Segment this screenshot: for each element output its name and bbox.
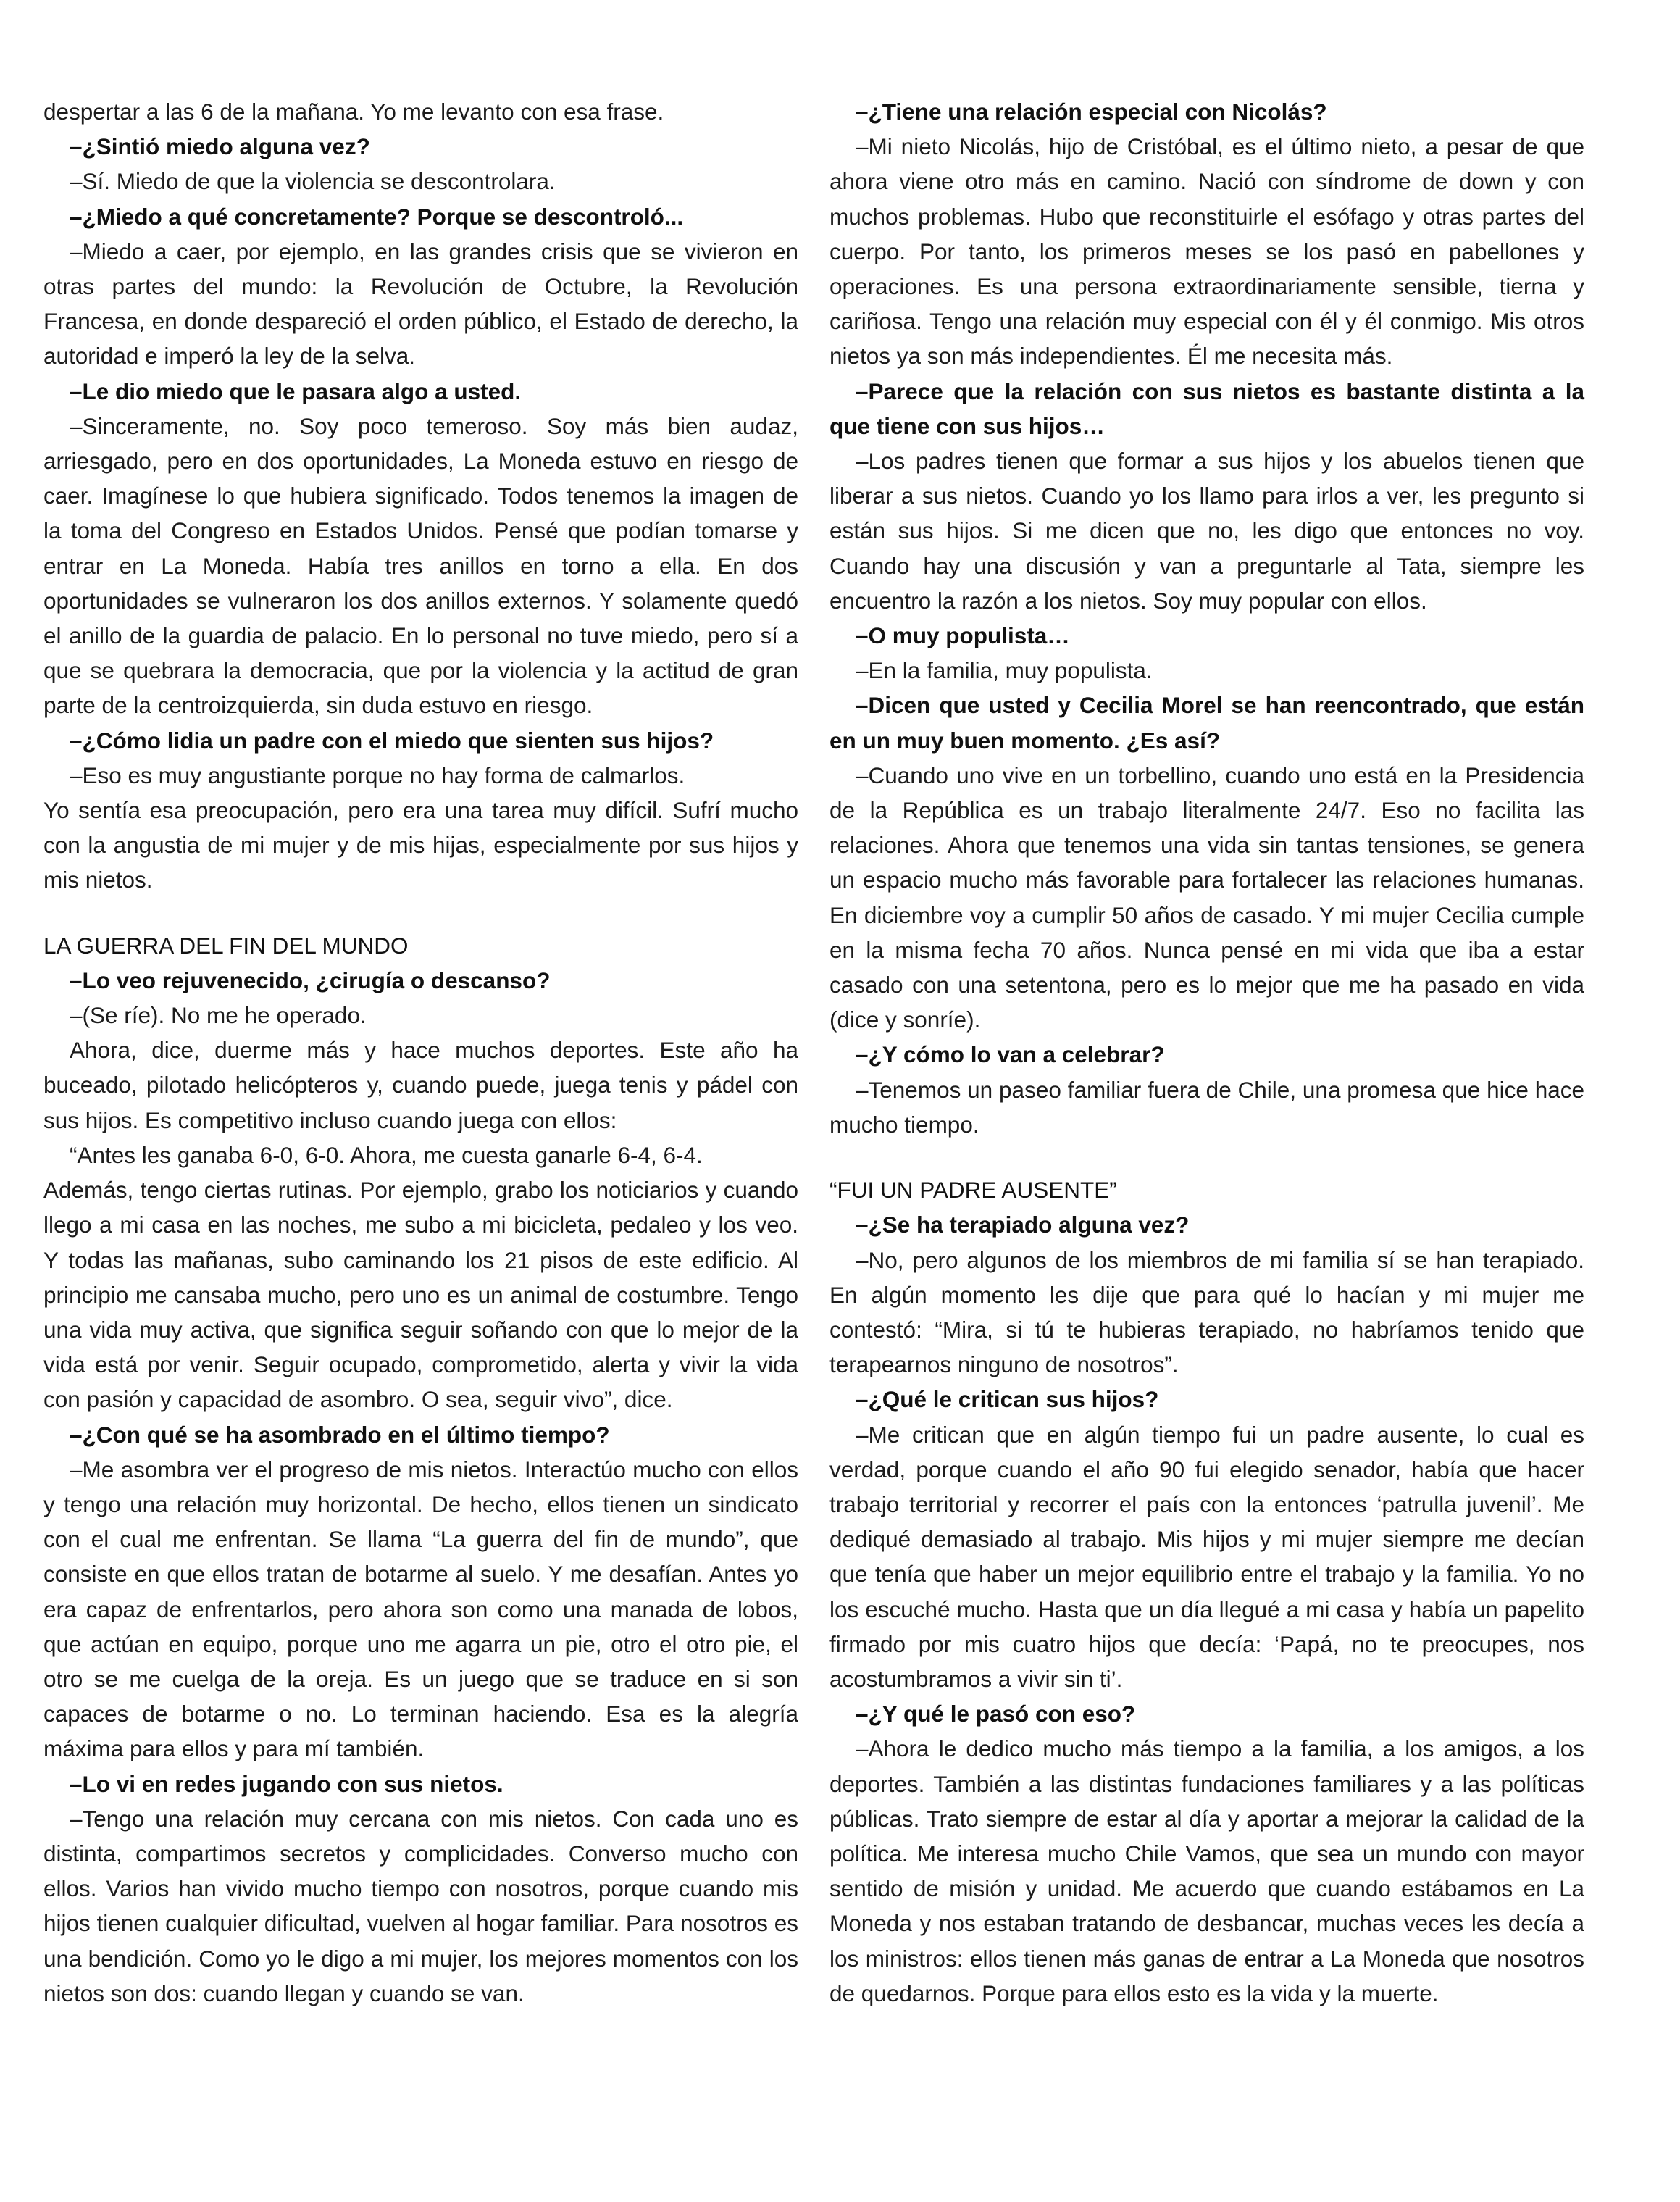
interview-question: –Lo vi en redes jugando con sus nietos. <box>70 1770 503 1797</box>
quote-paragraph-continued: Además, tengo ciertas rutinas. Por ejemplo, grabo los noticiarios y cuando llego a mi casa en las noches, me subo a mi bicicleta, pedaleo y los veo. Y todas las mañanas, subo caminando los 21 pisos de este edificio. Al principio me cansaba mucho, pero uno es un animal de costumbre. Tengo una vida muy activa, que significa seguir soñando con que lo mejor de la vida está por venir. Seguir ocupado, comprometido, alerta y vivir la vida con pasión y capacidad de asombro. O sea, seguir vivo”, dice. <box>43 1177 798 1413</box>
interview-answer-continued: Yo sentía esa preocupación, pero era una tarea muy difícil. Sufrí mucho con la angustia de mi mujer y de mis hijas, especialmente por sus hijos y mis nietos. <box>43 797 798 893</box>
right-column <box>829 94 1584 2011</box>
interview-answer: –(Se ríe). No me he operado. <box>70 1002 367 1029</box>
interview-answer: –Sinceramente, no. Soy poco temeroso. Soy más bien audaz, arriesgado, pero en dos oportunidades, La Moneda estuvo en riesgo de caer. Imagínese lo que hubiera significado. Todos tenemos la imagen de la toma del Congreso en Estados Unidos. Pensé que podían tomarse y entrar en La Moneda. Había tres anillos en torno a ella. En dos oportunidades se vulneraron los dos anillos externos. Y solamente quedó el anillo de la guardia de palacio. En lo personal no tuve miedo, pero sí a que se quebrara la democracia, que por la violencia y la actitud de gran parte de la centroizquierda, sin duda estuvo en riesgo. <box>43 412 798 719</box>
interview-question: –Parece que la relación con sus nietos es bastante distinta a la que tiene con sus hijos… <box>829 378 1584 439</box>
section-heading: “FUI UN PADRE AUSENTE” <box>829 1177 1117 1204</box>
interview-question: –¿Sintió miedo alguna vez? <box>70 133 370 160</box>
section-spacer <box>43 898 798 928</box>
interview-question: –O muy populista… <box>856 622 1070 649</box>
interview-answer: –Los padres tienen que formar a sus hijos y los abuelos tienen que liberar a sus nietos. Cuando yo los llamo para irlos a ver, les pregunto si están sus hijos. Si me dicen que no, les digo que entonces no voy. Cuando hay una discusión y van a preguntarle al Tata, siempre les encuentro la razón a los nietos. Soy muy popular con ellos. <box>829 448 1584 614</box>
interview-question: –Lo veo rejuvenecido, ¿cirugía o descanso? <box>70 967 551 993</box>
interview-question: –Le dio miedo que le pasara algo a usted. <box>70 378 522 404</box>
section-heading: LA GUERRA DEL FIN DEL MUNDO <box>43 932 409 959</box>
paragraph: Ahora, dice, duerme más y hace muchos deportes. Este año ha buceado, pilotado helicópteros y, cuando puede, juega tenis y pádel con sus hijos. Es competitivo incluso cuando juega con ellos: <box>43 1037 798 1133</box>
interview-question: –¿Y qué le pasó con eso? <box>856 1701 1136 1727</box>
interview-question: –Dicen que usted y Cecilia Morel se han reencontrado, que están en un muy buen momento. ¿Es así? <box>829 692 1584 754</box>
interview-answer: –No, pero algunos de los miembros de mi familia sí se han terapiado. En algún momento les dije que para qué lo hacían y mi mujer me contestó: “Mira, si tú te hubieras terapiado, no habríamos tenido que terapearnos ninguno de nosotros”. <box>829 1246 1584 1378</box>
interview-question: –¿Con qué se ha asombrado en el último tiempo? <box>70 1421 610 1448</box>
left-column <box>43 94 798 2011</box>
interview-answer: –Eso es muy angustiante porque no hay forma de calmarlos. <box>70 762 685 788</box>
interview-answer: –Sí. Miedo de que la violencia se descontrolara. <box>70 168 556 195</box>
interview-answer: –Tengo una relación muy cercana con mis nietos. Con cada uno es distinta, compartimos secretos y complicidades. Converso mucho con ellos. Varios han vivido mucho tiempo con nosotros, porque cuando mis hijos tienen cualquier dificultad, vuelven al hogar familiar. Para nosotros es una bendición. Como yo le digo a mi mujer, los mejores momentos con los nietos son dos: cuando llegan y cuando se van. <box>43 1805 798 2006</box>
paragraph: despertar a las 6 de la mañana. Yo me levanto con esa frase. <box>43 99 664 125</box>
interview-answer: –Ahora le dedico mucho más tiempo a la familia, a los amigos, a los deportes. También a las distintas fundaciones familiares y a las políticas públicas. Trato siempre de estar al día y aportar a mejorar la calidad de la política. Me interesa mucho Chile Vamos, que sea un mundo con mayor sentido de misión y unidad. Me acuerdo que cuando estábamos en La Moneda y nos estaban tratando de desbancar, muchas veces les decía a los ministros: ellos tienen más ganas de entrar a La Moneda que nosotros de quedarnos. Porque para ellos esto es la vida y la muerte. <box>829 1735 1584 2006</box>
interview-answer: –Cuando uno vive en un torbellino, cuando uno está en la Presidencia de la República es un trabajo literalmente 24/7. Eso no facilita las relaciones. Ahora que tenemos una vida sin tantas tensiones, se genera un espacio mucho más favorable para fortalecer las relaciones humanas. En diciembre voy a cumplir 50 años de casado. Y mi mujer Cecilia cumple en la misma fecha 70 años. Nunca pensé en mi vida que iba a estar casado con una setentona, pero es lo mejor que me ha pasado en vida (dice y sonríe). <box>829 762 1584 1033</box>
section-spacer <box>829 1142 1584 1172</box>
interview-question: –¿Cómo lidia un padre con el miedo que sienten sus hijos? <box>70 727 714 754</box>
interview-question: –¿Se ha terapiado alguna vez? <box>856 1211 1190 1238</box>
interview-answer: –Tenemos un paseo familiar fuera de Chile, una promesa que hice hace mucho tiempo. <box>829 1076 1584 1138</box>
interview-question: –¿Y cómo lo van a celebrar? <box>856 1041 1165 1068</box>
interview-answer: –Mi nieto Nicolás, hijo de Cristóbal, es el último nieto, a pesar de que ahora viene otro más en camino. Nació con síndrome de down y con muchos problemas. Hubo que reconstituirle el esófago y otras partes del cuerpo. Por tanto, los primeros meses se los pasó en pabellones y operaciones. Es una persona extraordinariamente sensible, tierna y cariñosa. Tengo una relación muy especial con él y él conmigo. Mis otros nietos ya son más independientes. Él me necesita más. <box>829 133 1584 370</box>
interview-answer: –Me asombra ver el progreso de mis nietos. Interactúo mucho con ellos y tengo una relación muy horizontal. De hecho, ellos tienen un sindicato con el cual me enfrentan. Se llama “La guerra del fin de mundo”, que consiste en que ellos tratan de botarme al suelo. Y me desafían. Antes yo era capaz de enfrentarlos, pero ahora son como una manada de lobos, que actúan en equipo, porque uno me agarra un pie, otro el otro pie, el otro se me cuelga de la oreja. Es un juego que se traduce en si son capaces de botarme o no. Lo terminan haciendo. Esa es la alegría máxima para ellos y para mí también. <box>43 1456 798 1762</box>
interview-answer: –Me critican que en algún tiempo fui un padre ausente, lo cual es verdad, porque cuando el año 90 fui elegido senador, había que hacer trabajo territorial y recorrer el país con la entonces ‘patrulla juvenil’. Me dediqué demasiado al trabajo. Mis hijos y mi mujer siempre me decían que tenía que haber un mejor equilibrio entre el trabajo y la familia. Yo no los escuché mucho. Hasta que un día llegué a mi casa y había un papelito firmado por mis cuatro hijos que decía: ‘Papá, no te preocupes, nos acostumbramos a vivir sin ti’. <box>829 1421 1584 1692</box>
interview-answer: –Miedo a caer, por ejemplo, en las grandes crisis que se vivieron en otras partes del mundo: la Revolución de Octubre, la Revolución Francesa, en donde despareció el orden público, el Estado de derecho, la autoridad e imperó la ley de la selva. <box>43 238 798 370</box>
interview-answer: –En la familia, muy populista. <box>856 657 1153 684</box>
interview-question: –¿Tiene una relación especial con Nicolás? <box>856 99 1327 125</box>
quote-paragraph: “Antes les ganaba 6-0, 6-0. Ahora, me cuesta ganarle 6-4, 6-4. <box>70 1141 703 1168</box>
interview-question: –¿Qué le critican sus hijos? <box>856 1386 1159 1413</box>
interview-question: –¿Miedo a qué concretamente? Porque se descontroló... <box>70 203 684 230</box>
